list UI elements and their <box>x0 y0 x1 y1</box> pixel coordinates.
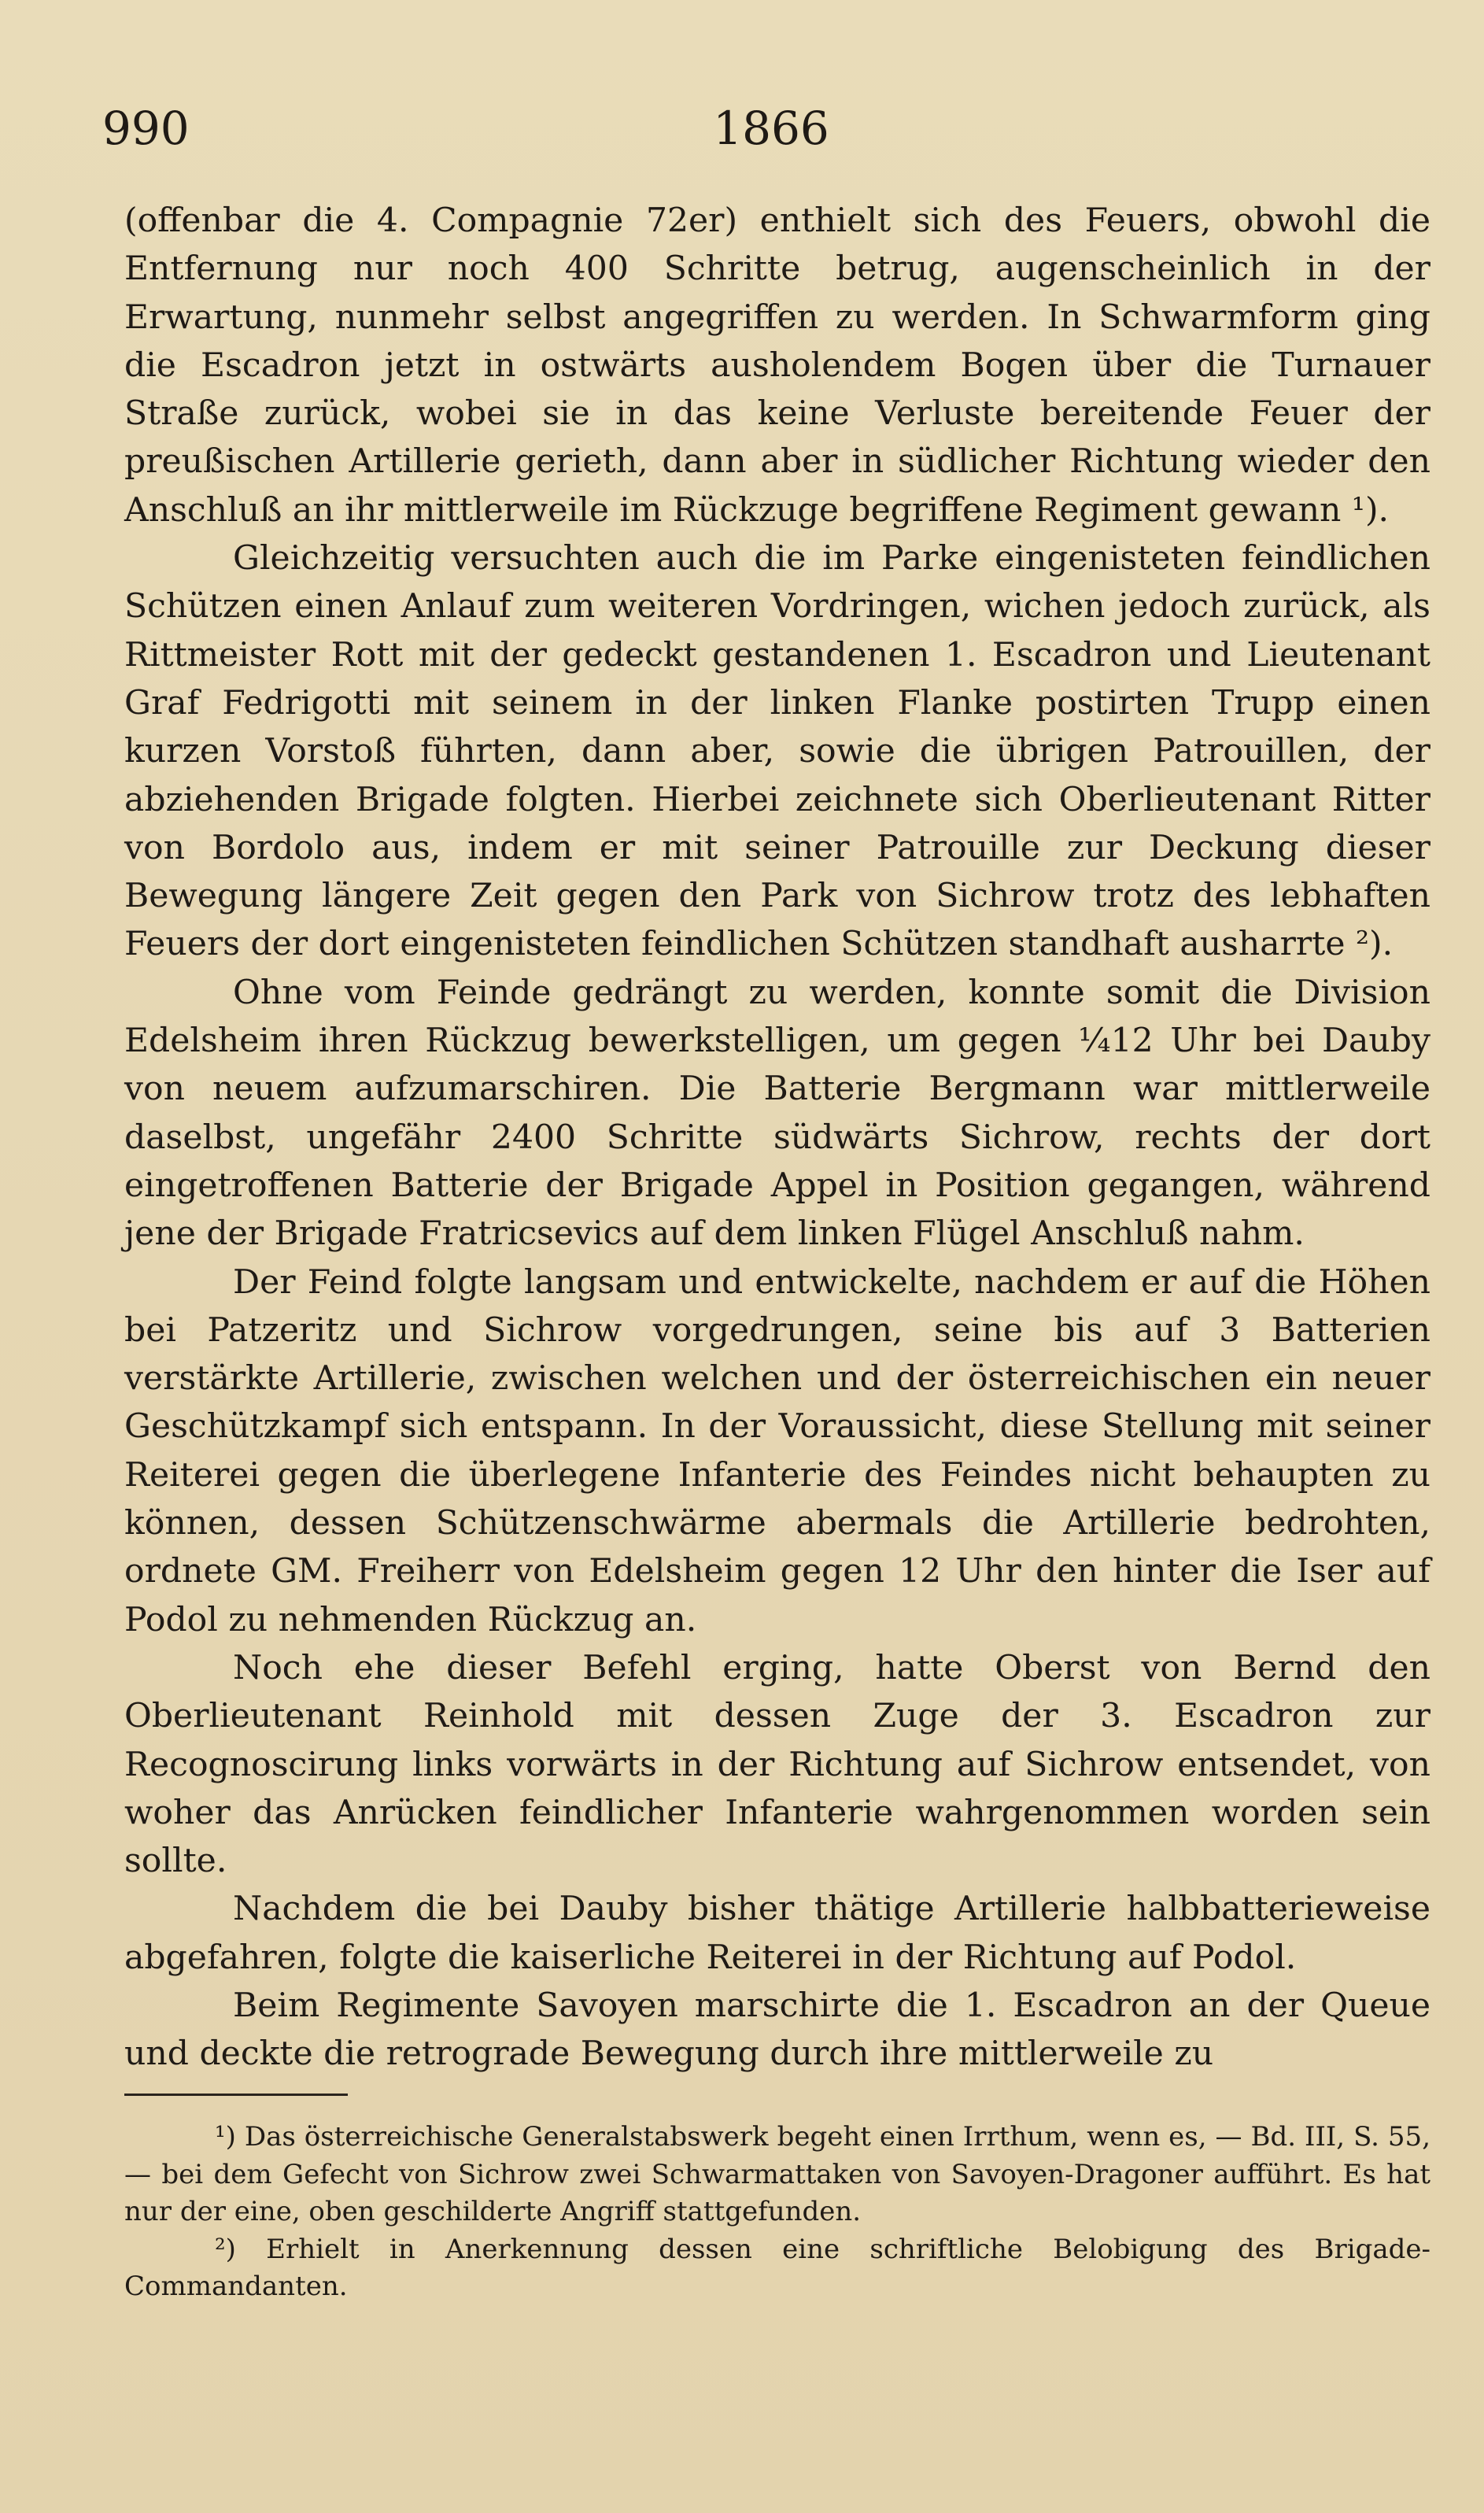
footnote-divider <box>124 2094 348 2096</box>
paragraph-3: Ohne vom Feinde gedrängt zu werden, konnte somit die Division Edelsheim ihren Rückzug bewerkstelligen, um gegen ¼12 Uhr bei Dauby von neuem aufzumarschiren. Die Batterie Bergmann war mittlerweile daselbst, ungefähr 2400 Schritte südwärts Sichrow, rechts der dort eingetroffenen Batterie der Brigade Appel in Position gegangen, während jene der Brigade Fratricsevics auf dem linken Flügel Anschluß nahm. <box>124 973 1430 1254</box>
main-text <box>124 197 1430 2079</box>
footnote-1: ¹) Das österreichische Generalstabswerk begeht einen Irrthum, wenn es, — Bd. III, S. 55, — bei dem Gefecht von Sichrow zwei Schwarmattaken von Savoyen-Dragoner aufführt. Es hat nur der eine, oben geschilderte Angriff stattgefunden. <box>124 2121 1430 2227</box>
paragraph-6: Nachdem die bei Dauby bisher thätige Artillerie halbbatterieweise abgefahren, folgte die kaiserliche Reiterei in der Richtung auf Podol. <box>124 1890 1430 1977</box>
paragraph-4: Der Feind folgte langsam und entwickelte, nachdem er auf die Höhen bei Patzeritz und Sichrow vorgedrungen, seine bis auf 3 Batterien verstärkte Artillerie, zwischen welchen und der österreichischen ein neuer Geschützkampf sich entspann. In der Voraussicht, diese Stellung mit seiner Reiterei gegen die überlegene Infanterie des Feindes nicht behaupten zu können, dessen Schützenschwärme abermals die Artillerie bedrohten, ordnete GM. Freiherr von Edelsheim gegen 12 Uhr den hinter die Iser auf Podol zu nehmenden Rückzug an. <box>124 1262 1430 1639</box>
paragraph-5: Noch ehe dieser Befehl erging, hatte Oberst von Bernd den Oberlieutenant Reinhold mit dessen Zuge der 3. Escadron zur Recognoscirung links vorwärts in der Richtung auf Sichrow entsendet, von woher das Anrücken feindlicher Infanterie wahrgenommen worden sein sollte. <box>124 1648 1430 1881</box>
paragraph-2: Gleichzeitig versuchten auch die im Parke eingenisteten feindlichen Schützen einen Anlauf zum weiteren Vordringen, wichen jedoch zurück, als Rittmeister Rott mit der gedeckt gestandenen 1. Escadron und Lieutenant Graf Fedrigotti mit seinem in der linken Flanke postirten Trupp einen kurzen Vorstoß führten, dann aber, sowie die übrigen Patrouillen, der abziehenden Brigade folgten. Hierbei zeichnete sich Oberlieutenant Ritter von Bordolo aus, indem er mit seiner Patrouille zur Deckung dieser Bewegung längere Zeit gegen den Park von Sichrow trotz des lebhaften Feuers der dort eingenisteten feindlichen Schützen standhaft ausharrte ²). <box>124 539 1430 964</box>
page-number: 990 <box>102 102 190 155</box>
paragraph-7: Beim Regimente Savoyen marschirte die 1. Escadron an der Queue und deckte die retrograde Bewegung durch ihre mittlerweile zu <box>124 1986 1430 2074</box>
footnote-2: ²) Erhielt in Anerkennung dessen eine schriftliche Belobigung des Brigade-Commandanten. <box>124 2233 1430 2302</box>
paragraph-1: (offenbar die 4. Compagnie 72er) enthielt sich des Feuers, obwohl die Entfernung nur noch 400 Schritte betrug, augenscheinlich in der Erwartung, nunmehr selbst angegriffen zu werden. In Schwarmform ging die Escadron jetzt in ostwärts ausholendem Bogen über die Turnauer Straße zurück, wobei sie in das keine Verluste bereitende Feuer der preußischen Artillerie gerieth, dann aber in südlicher Richtung wieder den Anschluß an ihr mittlerweile im Rückzuge begriffene Regiment gewann ¹). <box>124 201 1430 530</box>
page-header <box>102 93 1440 164</box>
footnotes <box>124 2119 1430 2306</box>
running-head-year: 1866 <box>713 102 829 155</box>
